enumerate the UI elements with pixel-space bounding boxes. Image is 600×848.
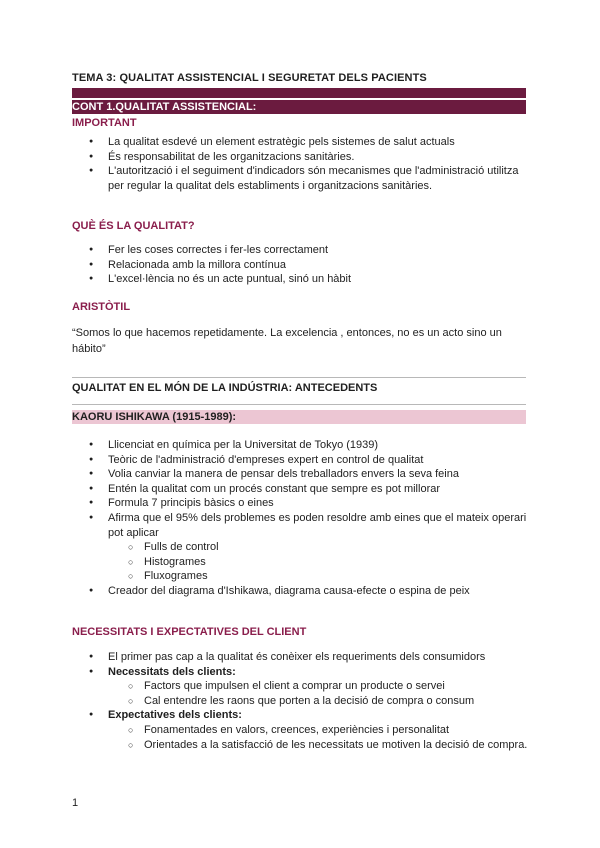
document-title: TEMA 3: QUALITAT ASSISTENCIAL I SEGURETAT DELS PACIENTS xyxy=(72,72,427,84)
heading-aristotil: ARISTÒTIL xyxy=(72,301,131,313)
important-list xyxy=(72,135,528,193)
heading-que-es: QUÈ ÉS LA QUALITAT? xyxy=(72,220,195,232)
section-bar: CONT 1.QUALITAT ASSISTENCIAL: xyxy=(72,100,526,114)
list-item: ● Afirma que el 95% dels problemes es poden resoldre amb eines que el mateix operari pot aplicar xyxy=(72,511,528,540)
list-item: ● Relacionada amb la millora contínua xyxy=(72,258,528,273)
list-item: ● Formula 7 principis bàsics o eines xyxy=(72,496,528,511)
heading-necessitats: NECESSITATS I EXPECTATIVES DEL CLIENT xyxy=(72,626,307,638)
list-item: ● La qualitat esdevé un element estratègic pels sistemes de salut actuals xyxy=(72,135,528,150)
title-underline-bar xyxy=(72,88,526,98)
aristotil-quote: “Somos lo que hacemos repetidamente. La excelencia , entonces, no es un acto sino un hábito” xyxy=(72,327,502,355)
list-subitem: ○ Histogrames xyxy=(72,555,528,570)
list-subitem: ○ Cal entendre les raons que porten a la decisió de compra o consum xyxy=(72,694,528,709)
list-item: ● Teòric de l'administració d'empreses expert en control de qualitat xyxy=(72,453,528,468)
list-item: ● Llicenciat en química per la Universitat de Tokyo (1939) xyxy=(72,438,528,453)
list-subitem: ○ Orientades a la satisfacció de les necessitats ue motiven la decisió de compra. xyxy=(72,738,528,753)
list-subitem: ○ Fluxogrames xyxy=(72,569,528,584)
list-subitem: ○ Factors que impulsen el client a comprar un producte o servei xyxy=(72,679,528,694)
list-item: ● Volia canviar la manera de pensar dels treballadors envers la seva feina xyxy=(72,467,528,482)
list-item: ● L'autorització i el seguiment d'indicadors són mecanismes que l'administració utilitza per regular la qualitat dels establiments i organitzacions sanitàries. xyxy=(72,164,528,193)
list-subitem: ○ Fonamentades en valors, creences, experiències i personalitat xyxy=(72,723,528,738)
necessitats-list xyxy=(72,650,528,752)
page-number: 1 xyxy=(72,797,79,809)
que-es-list xyxy=(72,243,528,287)
list-item: ● L'excel·lència no és un acte puntual, sinó un hàbit xyxy=(72,272,528,287)
list-item: ● Fer les coses correctes i fer-les correctament xyxy=(72,243,528,258)
heading-important: IMPORTANT xyxy=(72,117,137,129)
heading-industria: QUALITAT EN EL MÓN DE LA INDÚSTRIA: ANTECEDENTS xyxy=(72,382,378,394)
ishikawa-list xyxy=(72,438,528,599)
heading-ishikawa: KAORU ISHIKAWA (1915-1989): xyxy=(72,411,237,423)
divider-rule xyxy=(72,404,526,405)
list-item: ● El primer pas cap a la qualitat és conèixer els requeriments dels consumidors xyxy=(72,650,528,665)
list-item: ● És responsabilitat de les organitzacions sanitàries. xyxy=(72,150,528,165)
list-subitem: ○ Fulls de control xyxy=(72,540,528,555)
list-item: ● Necessitats dels clients: xyxy=(72,665,528,680)
list-item: ● Expectatives dels clients: xyxy=(72,708,528,723)
list-item: ● Entén la qualitat com un procés constant que sempre es pot millorar xyxy=(72,482,528,497)
list-item: ● Creador del diagrama d'Ishikawa, diagrama causa-efecte o espina de peix xyxy=(72,584,528,599)
divider-rule xyxy=(72,377,526,378)
